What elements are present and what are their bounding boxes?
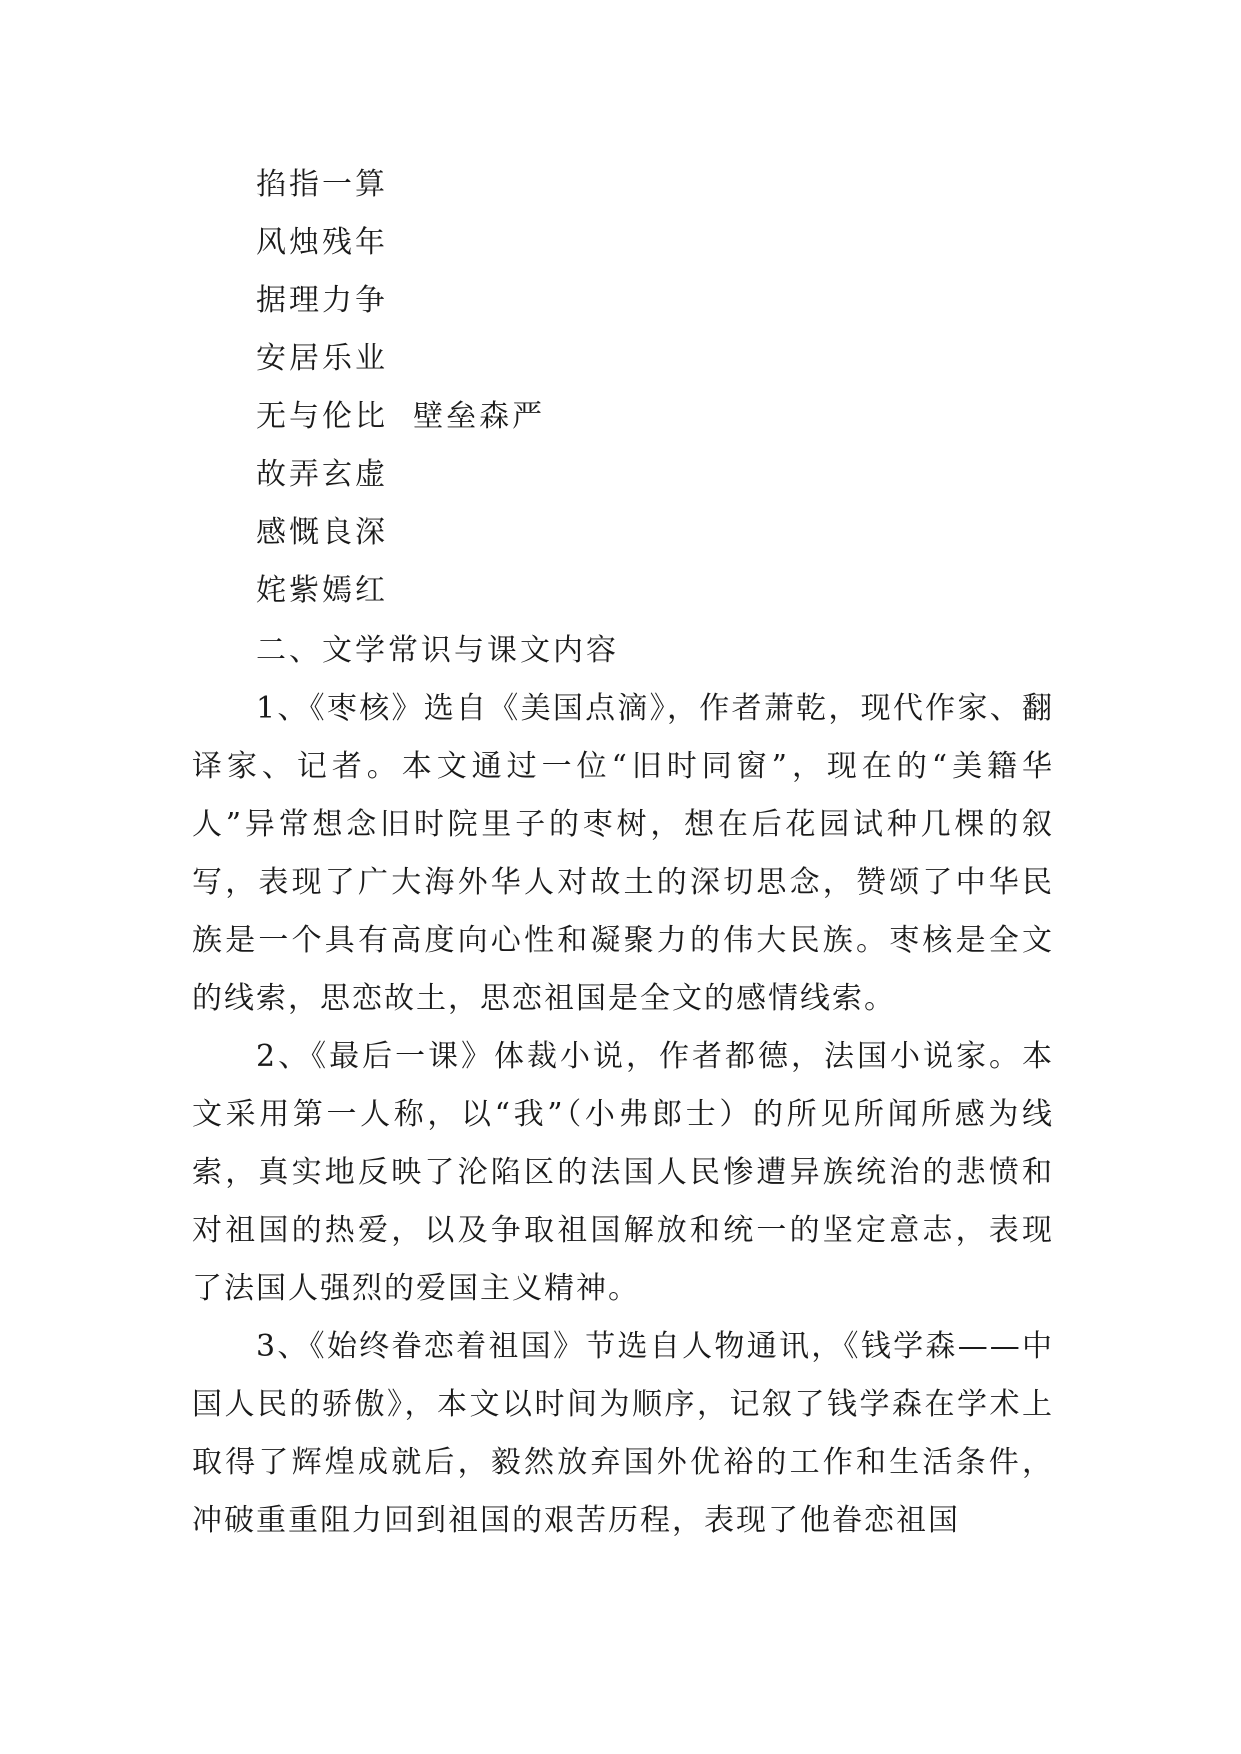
body-text — [192, 680, 1054, 1550]
vocabulary-term: 据理力争 — [256, 283, 388, 318]
vocabulary-term: 无与伦比 壁垒森严 — [256, 399, 546, 434]
vocabulary-term: 故弄玄虚 — [256, 457, 388, 492]
section-heading: 二、文学常识与课文内容 — [256, 633, 619, 668]
vocabulary-term: 姹紫嫣红 — [256, 573, 388, 608]
paragraph: 2、《最后一课》体裁小说，作者都德，法国小说家。本文采用第一人称，以“我”（小弗郎士）的所见所闻所感为线索，真实地反映了沦陷区的法国人民惨遭异族统治的悲愤和对祖国的热爱，以及争取祖国解放和统一的坚定意志，表现了法国人强烈的爱国主义精神。 — [192, 1039, 1054, 1306]
paragraph: 3、《始终眷恋着祖国》节选自人物通讯，《钱学森——中国人民的骄傲》，本文以时间为顺序，记叙了钱学森在学术上取得了辉煌成就后，毅然放弃国外优裕的工作和生活条件，冲破重重阻力回到祖国的艰苦历程，表现了他眷恋祖国 — [192, 1329, 1054, 1538]
vocabulary-list — [256, 156, 545, 620]
vocabulary-term: 安居乐业 — [256, 341, 388, 376]
vocabulary-term: 感慨良深 — [256, 515, 388, 550]
vocabulary-term: 掐指一算 — [256, 167, 388, 202]
vocabulary-term: 风烛残年 — [256, 225, 388, 260]
paragraph: 1、《枣核》选自《美国点滴》，作者萧乾，现代作家、翻译家、记者。本文通过一位“旧时同窗”，现在的“美籍华人”异常想念旧时院里子的枣树，想在后花园试种几棵的叙写，表现了广大海外华人对故土的深切思念，赞颂了中华民族是一个具有高度向心性和凝聚力的伟大民族。枣核是全文的线索，思恋故土，思恋祖国是全文的感情线索。 — [192, 691, 1054, 1016]
